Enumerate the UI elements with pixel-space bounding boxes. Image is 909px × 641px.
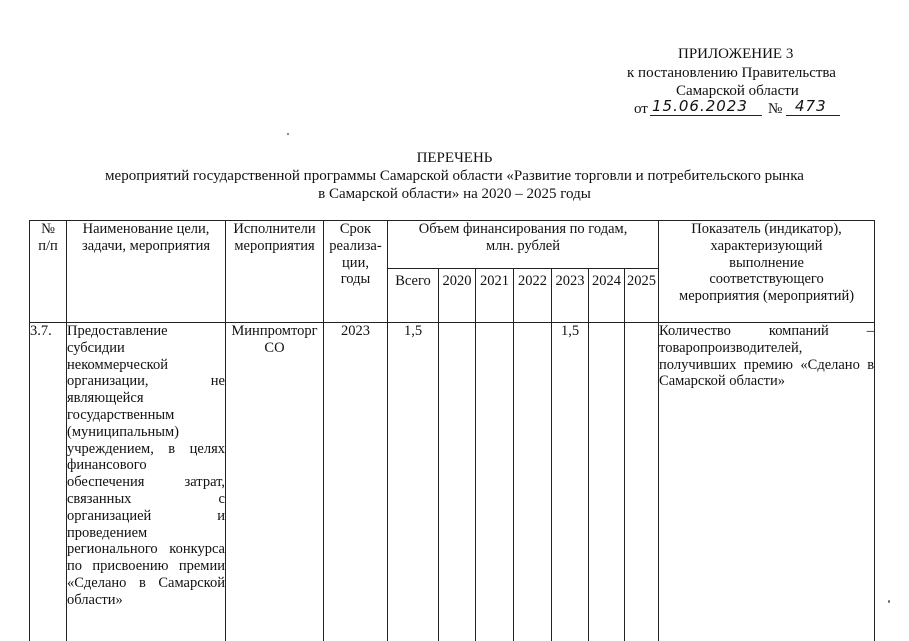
- row-2020: [439, 323, 476, 641]
- number-prefix: №: [768, 101, 783, 117]
- appendix-line-1: к постановлению Правительства: [627, 65, 836, 81]
- row-2025: [625, 323, 659, 641]
- row-indicator: Количество компаний – товаропроизводителей, получивших премию «Сделано в Самарской области»: [659, 323, 875, 641]
- row-total: 1,5: [388, 323, 439, 641]
- row-name: Предоставление субсидии некоммерческой организации, не являющейся государственным (муниципальным) учреждением, в целях финансового обеспечения затрат, связанных с организацией и проведением регионального конкурса по присвоению премии «Сделано в Самарской области»: [67, 323, 226, 641]
- measures-table: [29, 220, 875, 641]
- header-indicator: Показатель (индикатор), характеризующий выполнение соответствующего мероприятия (мероприятий): [659, 221, 875, 323]
- row-executor: Минпромторг СО: [226, 323, 324, 641]
- subheader-2021: 2021: [476, 269, 514, 323]
- number-underline: [786, 115, 840, 116]
- doc-title-line-2: в Самарской области» на 2020 – 2025 годы: [318, 186, 591, 202]
- table-row: [30, 323, 875, 641]
- header-name: Наименование цели, задачи, мероприятия: [67, 221, 226, 323]
- header-term: Срок реализа- ции, годы: [324, 221, 388, 323]
- header-funding: Объем финансирования по годам, млн. рублей: [388, 221, 659, 269]
- row-2024: [589, 323, 625, 641]
- scan-speck: [888, 600, 890, 603]
- subheader-2020: 2020: [439, 269, 476, 323]
- row-2021: [476, 323, 514, 641]
- subheader-2022: 2022: [514, 269, 552, 323]
- subheader-2025: 2025: [625, 269, 659, 323]
- appendix-title: ПРИЛОЖЕНИЕ 3: [678, 46, 794, 62]
- row-2023: 1,5: [552, 323, 589, 641]
- row-term: 2023: [324, 323, 388, 641]
- handwritten-number: 473: [795, 97, 827, 115]
- doc-heading: ПЕРЕЧЕНЬ: [416, 150, 493, 166]
- handwritten-date: 15.06.2023: [652, 97, 748, 115]
- row-2022: [514, 323, 552, 641]
- subheader-2023: 2023: [552, 269, 589, 323]
- header-executors: Исполнители мероприятия: [226, 221, 324, 323]
- date-prefix: от: [634, 101, 648, 117]
- doc-title-line-1: мероприятий государственной программы Самарской области «Развитие торговли и потребительского рынка: [105, 168, 804, 184]
- row-num: 3.7.: [30, 323, 67, 641]
- subheader-2024: 2024: [589, 269, 625, 323]
- date-underline: [650, 115, 762, 116]
- header-num: № п/п: [30, 221, 67, 323]
- subheader-total: Всего: [388, 269, 439, 323]
- scan-speck: [287, 133, 289, 135]
- appendix-line-2: Самарской области: [676, 83, 799, 99]
